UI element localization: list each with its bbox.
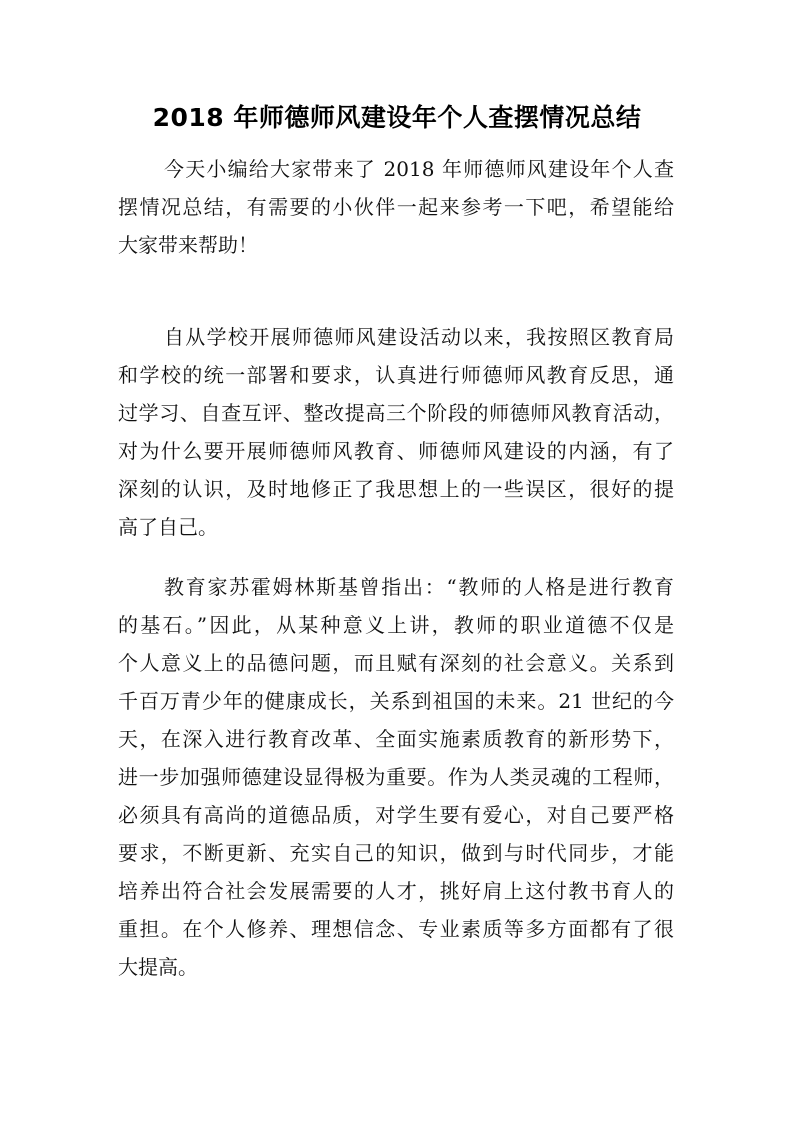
paragraph-line: 今天小编给大家带来了 2018 年师德师风建设年个人查 xyxy=(164,157,674,181)
paragraph-line: 大家带来帮助！ xyxy=(118,233,258,257)
paragraph-line: 对为什么要开展师德师风教育、师德师风建设的内涵，有了 xyxy=(118,439,674,463)
paragraph-line: 摆情况总结，有需要的小伙伴一起来参考一下吧，希望能给 xyxy=(118,195,674,219)
paragraph-line: 的基石。”因此，从某种意义上讲，教师的职业道德不仅是 xyxy=(118,613,674,637)
paragraph-line: 要求，不断更新、充实自己的知识，做到与时代同步，才能 xyxy=(118,841,674,865)
paragraph-line: 进一步加强师德建设显得极为重要。作为人类灵魂的工程师， xyxy=(118,765,674,789)
paragraph-line: 深刻的认识，及时地修正了我思想上的一些误区，很好的提 xyxy=(118,477,674,501)
paragraph-line: 和学校的统一部署和要求，认真进行师德师风教育反思，通 xyxy=(118,363,674,387)
body-paragraph-1 xyxy=(118,318,674,546)
paragraph-line: 大提高。 xyxy=(118,955,198,979)
paragraph-line: 个人意义上的品德问题，而且赋有深刻的社会意义。关系到 xyxy=(118,651,674,675)
paragraph-line: 必须具有高尚的道德品质，对学生要有爱心，对自己要严格 xyxy=(118,803,674,827)
body-paragraph-2 xyxy=(118,568,674,986)
paragraph-line: 培养出符合社会发展需要的人才，挑好肩上这付教书育人的 xyxy=(118,879,674,903)
intro-paragraph xyxy=(118,150,674,264)
paragraph-line: 自从学校开展师德师风建设活动以来，我按照区教育局 xyxy=(164,325,674,349)
paragraph-line: 高了自己。 xyxy=(118,515,218,539)
document-title: 2018 年师德师风建设年个人查摆情况总结 xyxy=(152,103,642,132)
paragraph-line: 千百万青少年的健康成长，关系到祖国的未来。21 世纪的今 xyxy=(118,689,674,713)
paragraph-line: 天，在深入进行教育改革、全面实施素质教育的新形势下， xyxy=(118,727,674,751)
paragraph-line: 过学习、自查互评、整改提高三个阶段的师德师风教育活动， xyxy=(118,401,674,425)
paragraph-line: 教育家苏霍姆林斯基曾指出：“教师的人格是进行教育 xyxy=(164,575,674,599)
paragraph-line: 重担。在个人修养、理想信念、专业素质等多方面都有了很 xyxy=(118,917,674,941)
